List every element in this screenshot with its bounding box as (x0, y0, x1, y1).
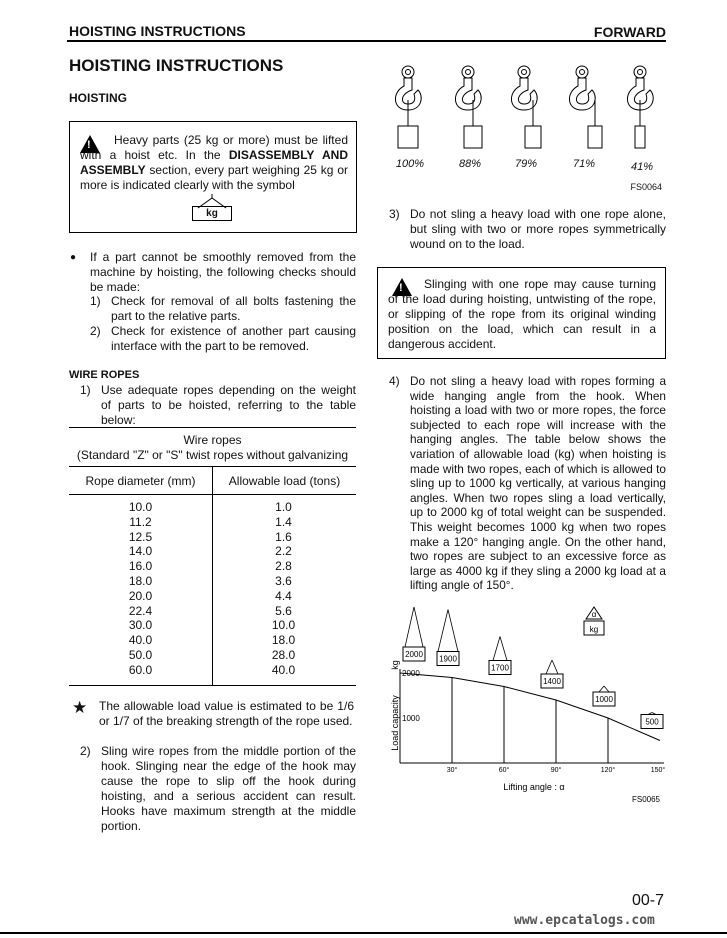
item-4-text: Do not sling a heavy load with ropes forming a wide hanging angle from the hook. When hoisting a load with two or more ropes, the force subjected to each rope will increase with the hanging angles. The table below shows the variation of allowable load (kg) when hoisting is made with two ropes, each of which is allowed to sling up to 1000 kg vertically, at various hanging angles. When two ropes sling a load vertically, up to 2000 kg of total weight can be suspended. This weight becomes 1000 kg when two ropes make a 120° hanging angle. On the other hand, two ropes are subject to an excessive force as large as 4000 kg if they sling a 2000 kg load at a lifting angle of 150°. (410, 374, 666, 593)
x-tick-label: 90° (550, 767, 562, 774)
wire-ropes-heading: WIRE ROPES (69, 369, 140, 381)
allowable-load-cell: 2.2 (275, 544, 292, 559)
warning-box-heavy-parts (69, 121, 357, 233)
table-bottom-rule (69, 685, 356, 686)
page-title: HOISTING INSTRUCTIONS (69, 56, 284, 75)
legend-alpha: α (591, 610, 597, 619)
table-header-bottom-rule (69, 494, 356, 495)
column-header-diameter: Rope diameter (mm) (85, 474, 196, 488)
sling-rope (493, 637, 500, 661)
table-row (69, 589, 356, 604)
sling-rope (599, 686, 604, 692)
y-tick-label: 1000 (402, 714, 420, 723)
hook-icon (511, 66, 541, 148)
sling-rope (500, 637, 507, 661)
sling-rope (546, 660, 552, 674)
table-row (69, 663, 356, 678)
warning-box-single-rope (377, 267, 666, 359)
sling-rope (438, 610, 448, 652)
allowable-load-cell: 1.0 (275, 500, 292, 514)
load-box-label: 1000 (595, 695, 613, 704)
running-header-right: FORWARD (593, 24, 666, 40)
running-header-left: HOISTING INSTRUCTIONS (69, 23, 246, 39)
rope-diameter-cell: 22.4 (128, 603, 153, 618)
wire-item-2-num: 2) (80, 744, 91, 758)
allowable-load-cell: 40.0 (271, 662, 296, 677)
check-1-text: Check for removal of all bolts fastening the part to the relative parts. (111, 294, 356, 323)
table-title-1: Wire ropes (183, 433, 242, 447)
item-4-num: 4) (389, 374, 400, 388)
table-title-2: (Standard "Z" or "S" twist ropes without galvanizing (76, 448, 349, 462)
warning-text: Heavy parts (25 kg or more) must be lifted with a hoist etc. In the DISASSEMBLY AND ASSEMBLY section, every part weighing 25 kg or more is indicated clearly with the symbol (80, 133, 348, 192)
figure-code-fs0064: FS0064 (630, 182, 662, 192)
allowable-load-cell: 18.0 (271, 633, 296, 648)
check-2-num: 2) (90, 324, 101, 338)
item-3-text: Do not sling a heavy load with one rope alone, but sling with two or more ropes symmetrically wound on to the load. (410, 207, 666, 251)
check-1-num: 1) (90, 294, 101, 308)
table-row (69, 530, 356, 545)
hook-icon (395, 66, 421, 148)
table-row (69, 574, 356, 589)
allowable-load-cell: 1.6 (275, 529, 292, 544)
y-axis-unit: kg (390, 660, 400, 670)
table-row (69, 618, 356, 633)
warning-2-text: Slinging with one rope may cause turning of the load during hoisting, untwisting of the rope, or slipping of the rope from its original winding position on the load, which can result in a dangerous accident. (388, 277, 656, 351)
rope-diameter-cell: 30.0 (128, 618, 153, 633)
y-tick-label: 2000 (402, 669, 420, 678)
load-box-label: 2000 (405, 650, 423, 659)
footer-rule (0, 932, 727, 934)
hook-efficiency-label: 41% (630, 161, 654, 173)
bullet-dot: ● (70, 252, 77, 263)
hook-icon (455, 66, 482, 148)
allowable-load-cell: 5.6 (275, 603, 292, 618)
allowable-load-cell: 3.6 (275, 573, 292, 588)
sling-rope (405, 607, 414, 647)
table-row (69, 515, 356, 530)
table-row (69, 648, 356, 663)
table-row (69, 633, 356, 648)
x-tick-label: 120° (600, 767, 616, 774)
check-2-text: Check for existence of another part causing interface with the part to be removed. (111, 324, 356, 353)
rope-diameter-cell: 11.2 (129, 514, 152, 529)
sling-rope (552, 660, 558, 674)
rope-diameter-cell: 60.0 (128, 662, 153, 677)
hooks-drawing (386, 56, 666, 166)
table-row (69, 604, 356, 619)
item-3-num: 3) (389, 207, 400, 221)
sling-rope (604, 686, 609, 692)
wire-item-2-text: Sling wire ropes from the middle portion of the hook. Slinging near the edge of the hook may cause the rope to slip off the hook during hoisting, and a serious accident can result. Hooks have maximum strength at the middle portion. (101, 744, 356, 833)
load-box-label: 1400 (543, 677, 561, 686)
table-row (69, 500, 356, 515)
table-row (69, 559, 356, 574)
rope-table-body (69, 500, 356, 678)
load-box-label: 1900 (439, 654, 457, 664)
y-axis-label: Load capacity (390, 695, 400, 751)
wire-item-1-text: Use adequate ropes depending on the weight of parts to be hoisted, referring to the table below: (101, 383, 356, 427)
x-tick-label: 60° (498, 767, 510, 774)
rope-diameter-cell: 12.5 (128, 529, 153, 544)
allowable-load-cell: 10.0 (271, 618, 296, 633)
sling-rope (414, 607, 423, 647)
hooks-figure (386, 56, 666, 196)
legend-kg: kg (589, 625, 599, 634)
hook-icon (569, 66, 602, 148)
allowable-load-cell: 4.4 (275, 588, 292, 603)
allowable-load-cell: 28.0 (271, 647, 296, 662)
load-capacity-chart (386, 595, 666, 810)
table-row (69, 544, 356, 559)
allowable-load-cell: 1.4 (275, 514, 292, 529)
watermark-url: www.epcatalogs.com (514, 913, 655, 928)
figure-code-fs0065: FS0065 (631, 795, 660, 804)
rope-diameter-cell: 16.0 (128, 559, 153, 574)
hook-efficiency-label: 71% (572, 158, 596, 170)
x-tick-label: 150° (650, 767, 666, 774)
star-note: The allowable load value is estimated to be 1/6 or 1/7 of the breaking strength of the rope used. (99, 699, 354, 728)
load-box-label: 1700 (491, 663, 509, 673)
star-icon: ★ (72, 698, 88, 717)
bullet-text: If a part cannot be smoothly removed from the machine by hoisting, the following checks should be made: (90, 250, 356, 294)
header-rule (67, 40, 666, 42)
section-subtitle: HOISTING (69, 91, 128, 105)
x-axis-label: Lifting angle : α (503, 782, 565, 792)
rope-diameter-cell: 10.0 (128, 500, 153, 514)
load-box-label: 500 (645, 717, 659, 727)
kg-symbol: kg (190, 194, 234, 222)
rope-diameter-cell: 18.0 (128, 573, 153, 588)
x-tick-label: 30° (446, 767, 458, 774)
rope-diameter-cell: 40.0 (128, 633, 153, 648)
hook-efficiency-label: 88% (458, 158, 482, 170)
load-curve (400, 673, 660, 741)
sling-rope (448, 610, 458, 652)
page-number: 00-7 (632, 892, 665, 909)
allowable-load-cell: 2.8 (275, 559, 292, 574)
rope-diameter-cell: 20.0 (128, 588, 153, 603)
hook-efficiency-label: 79% (514, 158, 538, 170)
rope-diameter-cell: 50.0 (128, 647, 153, 662)
column-header-load: Allowable load (tons) (228, 474, 341, 488)
hook-icon (627, 66, 653, 148)
hook-efficiency-label: 100% (395, 158, 425, 170)
rope-diameter-cell: 14.0 (128, 544, 153, 559)
table-top-rule (69, 427, 356, 428)
wire-item-1-num: 1) (80, 383, 91, 397)
